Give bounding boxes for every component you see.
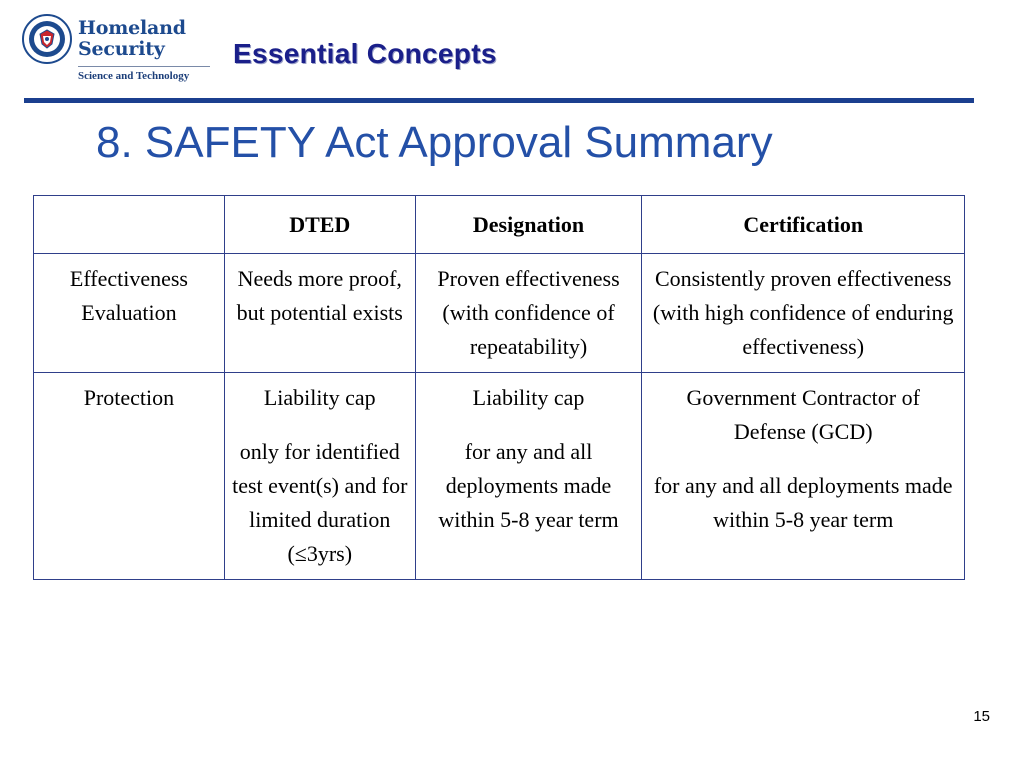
table-header-cell: Designation [415, 196, 642, 254]
approval-summary-table [33, 195, 965, 580]
section-title: Essential Concepts [233, 38, 497, 69]
slide-title: 8. SAFETY Act Approval Summary [96, 118, 773, 167]
table-row [34, 373, 965, 580]
cell-text: Needs more proof, but potential exists [236, 266, 403, 325]
table-cell [642, 254, 965, 373]
cell-text: Liability cap [472, 385, 585, 410]
table-header-cell: Certification [642, 196, 965, 254]
row-label-cell: Protection [34, 373, 225, 580]
page-number: 15 [973, 708, 990, 725]
dhs-logo [22, 14, 202, 94]
table-cell [224, 373, 415, 580]
cell-text: for any and all deployments made within 5-8 year term [438, 439, 619, 532]
cell-text: Liability cap [263, 385, 376, 410]
cell-text: only for identified test event(s) and for limited duration (≤3yrs) [232, 439, 408, 566]
cell-text: Consistently proven effectiveness (with high confidence of enduring effectiveness) [652, 266, 954, 359]
cell-text: Proven effectiveness (with confidence of repeatability) [437, 266, 620, 359]
table-header-cell: DTED [224, 196, 415, 254]
header-divider [24, 98, 974, 103]
cell-text: for any and all deployments made within 5-8 year term [653, 473, 953, 532]
org-name [78, 18, 186, 60]
table-cell [415, 373, 642, 580]
dhs-seal-icon [22, 14, 72, 64]
table-cell [224, 254, 415, 373]
org-subtitle: Science and Technology [78, 70, 190, 82]
org-divider [78, 66, 210, 67]
table-header-cell [34, 196, 225, 254]
table-cell [642, 373, 965, 580]
row-label-cell: Effectiveness Evaluation [34, 254, 225, 373]
cell-text: Government Contractor of Defense (GCD) [686, 385, 920, 444]
table-header-row [34, 196, 965, 254]
org-name-line2: Security [78, 38, 165, 60]
table-row [34, 254, 965, 373]
org-name-line1: Homeland [78, 17, 186, 39]
table-cell [415, 254, 642, 373]
